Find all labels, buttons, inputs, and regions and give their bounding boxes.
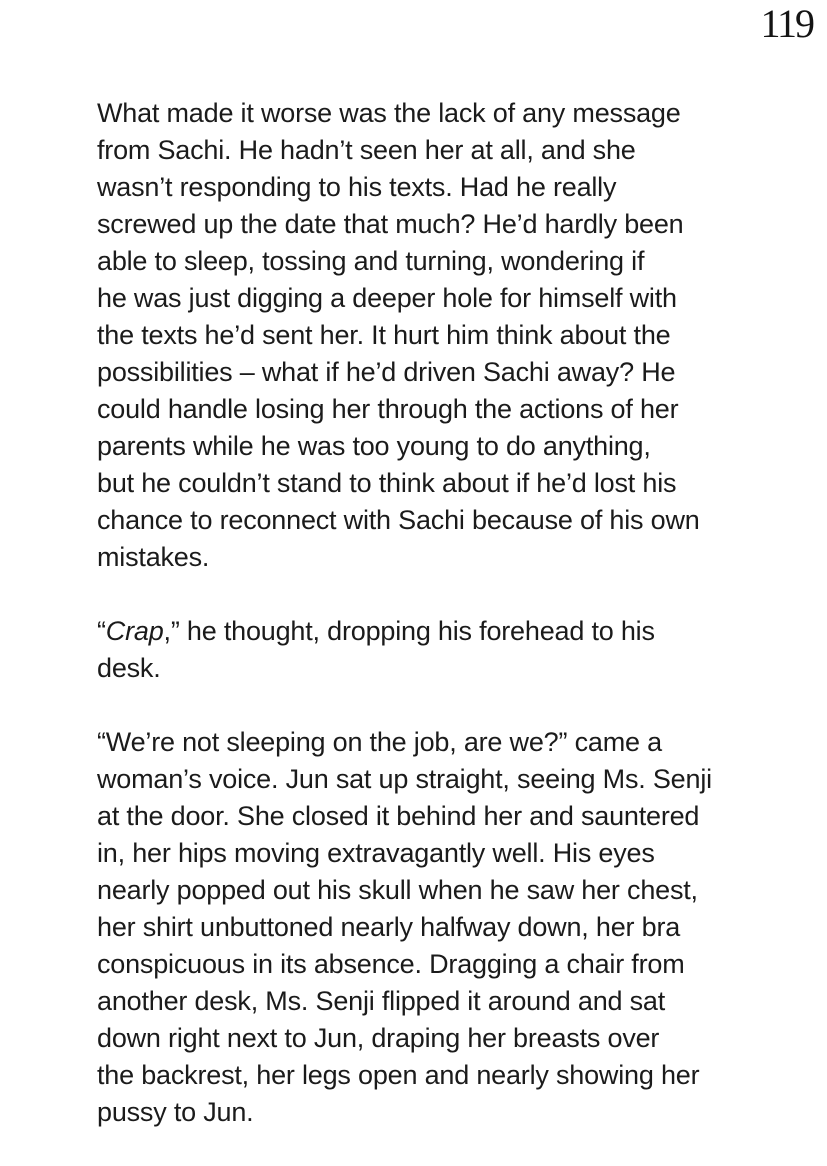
text-segment: her shirt unbuttoned nearly halfway down, her bra xyxy=(97,912,681,942)
text-line xyxy=(97,946,712,983)
page-number: 119 xyxy=(760,1,813,46)
italic-text-segment: Crap xyxy=(105,616,164,646)
text-segment: “We’re not sleeping on the job, are we?” came a xyxy=(97,727,662,757)
text-segment: could handle losing her through the actions of her xyxy=(97,394,679,424)
page-text xyxy=(97,95,712,1131)
text-line xyxy=(97,502,712,539)
text-segment: woman’s voice. Jun sat up straight, seeing Ms. Senji xyxy=(97,764,712,794)
text-segment: another desk, Ms. Senji flipped it around and sat xyxy=(97,986,666,1016)
text-line xyxy=(97,761,712,798)
paragraph xyxy=(97,724,712,1131)
text-line xyxy=(97,1094,712,1131)
text-line xyxy=(97,798,712,835)
paragraph xyxy=(97,95,712,576)
text-line xyxy=(97,428,712,465)
text-line xyxy=(97,835,712,872)
text-segment: “ xyxy=(97,616,106,646)
text-segment: conspicuous in its absence. Dragging a chair from xyxy=(97,949,685,979)
text-line xyxy=(97,243,712,280)
text-segment: wasn’t responding to his texts. Had he really xyxy=(97,172,617,202)
text-line xyxy=(97,650,712,687)
text-segment: chance to reconnect with Sachi because of his own xyxy=(97,505,700,535)
text-segment: nearly popped out his skull when he saw her chest, xyxy=(97,875,698,905)
text-line xyxy=(97,280,712,317)
text-segment: in, her hips moving extravagantly well. His eyes xyxy=(97,838,655,868)
text-line xyxy=(97,354,712,391)
paragraph xyxy=(97,613,712,687)
text-line xyxy=(97,391,712,428)
text-line xyxy=(97,724,712,761)
text-segment: able to sleep, tossing and turning, wondering if xyxy=(97,246,645,276)
text-line xyxy=(97,465,712,502)
text-segment: he was just digging a deeper hole for himself with xyxy=(97,283,677,313)
text-line xyxy=(97,909,712,946)
text-segment: pussy to Jun. xyxy=(97,1097,254,1127)
text-line xyxy=(97,613,712,650)
text-line xyxy=(97,539,712,576)
text-segment: down right next to Jun, draping her breasts over xyxy=(97,1023,660,1053)
text-segment: What made it worse was the lack of any message xyxy=(97,98,681,128)
text-line xyxy=(97,132,712,169)
text-line xyxy=(97,1020,712,1057)
text-segment: from Sachi. He hadn’t seen her at all, and she xyxy=(97,135,636,165)
text-segment: the texts he’d sent her. It hurt him think about the xyxy=(97,320,671,350)
text-line xyxy=(97,983,712,1020)
text-segment: mistakes. xyxy=(97,542,210,572)
text-segment: but he couldn’t stand to think about if he’d lost his xyxy=(97,468,677,498)
text-segment: parents while he was too young to do anything, xyxy=(97,431,651,461)
text-segment: the backrest, her legs open and nearly showing her xyxy=(97,1060,700,1090)
text-segment: ,” he thought, dropping his forehead to his xyxy=(163,616,655,646)
text-line xyxy=(97,169,712,206)
text-segment: screwed up the date that much? He’d hardly been xyxy=(97,209,684,239)
text-line xyxy=(97,872,712,909)
text-line xyxy=(97,1057,712,1094)
text-segment: at the door. She closed it behind her and sauntered xyxy=(97,801,700,831)
text-line xyxy=(97,317,712,354)
text-line xyxy=(97,206,712,243)
text-segment: desk. xyxy=(97,653,161,683)
text-segment: possibilities – what if he’d driven Sachi away? He xyxy=(97,357,676,387)
text-line xyxy=(97,95,712,132)
